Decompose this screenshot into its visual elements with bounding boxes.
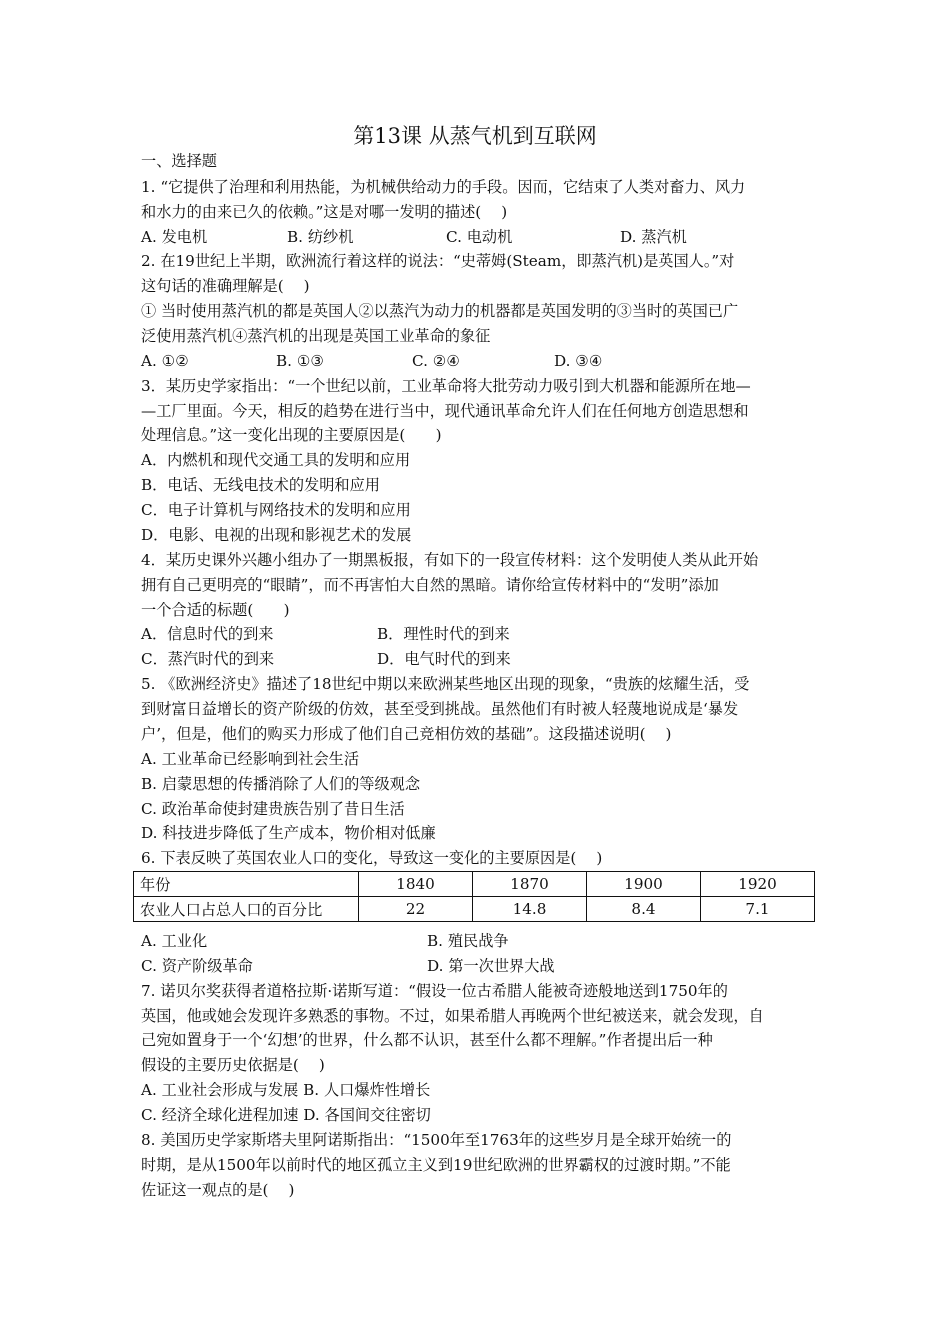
q1-option-c: C. 电动机 — [446, 228, 513, 246]
table-row — [134, 897, 815, 922]
q5-option-a: A. 工业革命已经影响到社会生活 — [141, 750, 360, 768]
q7-stem-line-3: 己宛如置身于一个‘幻想’的世界，什么都不认识，甚至什么都不理解。”作者提出后一种 — [141, 1031, 713, 1049]
q4-stem-line-2: 拥有自己更明亮的“眼睛”，而不再害怕大自然的黑暗。请你给宣传材料中的“发明”添加 — [141, 576, 719, 594]
q8-stem-line-1: 8. 美国历史学家斯塔夫里阿诺斯指出：“1500年至1763年的这些岁月是全球开始统一的 — [141, 1131, 732, 1149]
q7-options-ab: A. 工业社会形成与发展 B. 人口爆炸性增长 — [141, 1081, 431, 1099]
q1-option-a: A. 发电机 — [141, 228, 208, 246]
table-cell: 1920 — [701, 872, 815, 897]
q4-option-d: D．电气时代的到来 — [377, 650, 511, 668]
q4-stem-line-3: 一个合适的标题( ) — [141, 601, 290, 619]
q3-stem-line-1: 3．某历史学家指出：“一个世纪以前，工业革命将大批劳动力吸引到大机器和能源所在地— — [141, 377, 751, 395]
q2-stem-line-2: 这句话的准确理解是( ) — [141, 277, 310, 295]
q4-option-c: C．蒸汽时代的到来 — [141, 650, 275, 668]
q3-option-d: D．电影、电视的出现和影视艺术的发展 — [141, 526, 412, 544]
q2-option-a: A. ①② — [141, 352, 189, 370]
q2-stem-line-1: 2. 在19世纪上半期，欧洲流行着这样的说法：“史蒂姆(Steam，即蒸汽机)是英国人。”对 — [141, 252, 735, 270]
page-title: 第13课 从蒸气机到互联网 — [353, 124, 597, 148]
q1-option-d: D. 蒸汽机 — [620, 228, 687, 246]
q2-option-c: C. ②④ — [412, 352, 460, 370]
q5-stem-line-2: 到财富日益增长的资产阶级的仿效，甚至受到挑战。虽然他们有时被人轻蔑地说成是‘暴发 — [141, 700, 739, 718]
table-cell: 1870 — [473, 872, 587, 897]
q8-stem-line-3: 佐证这一观点的是( ) — [141, 1181, 295, 1199]
q5-option-c: C. 政治革命使封建贵族告别了昔日生活 — [141, 800, 405, 818]
q3-option-b: B．电话、无线电技术的发明和应用 — [141, 476, 380, 494]
population-table — [133, 871, 815, 922]
q4-stem-line-1: 4．某历史课外兴趣小组办了一期黑板报，有如下的一段宣传材料：这个发明使人类从此开始 — [141, 551, 759, 569]
q3-option-c: C．电子计算机与网络技术的发明和应用 — [141, 501, 411, 519]
q6-stem: 6. 下表反映了英国农业人口的变化，导致这一变化的主要原因是( ) — [141, 849, 603, 867]
q2-option-b: B. ①③ — [276, 352, 325, 370]
q1-option-b: B. 纺纱机 — [287, 228, 354, 246]
table-cell: 年份 — [134, 872, 359, 897]
table-cell: 1840 — [359, 872, 473, 897]
q2-statement-line-1: ① 当时使用蒸汽机的都是英国人②以蒸汽为动力的机器都是英国发明的③当时的英国已广 — [141, 302, 739, 320]
table-cell: 22 — [359, 897, 473, 922]
q6-option-b: B. 殖民战争 — [427, 932, 509, 950]
q6-option-a: A. 工业化 — [141, 932, 208, 950]
q7-options-cd: C. 经济全球化进程加速 D. 各国间交往密切 — [141, 1106, 431, 1124]
table-row — [134, 872, 815, 897]
q8-stem-line-2: 时期，是从1500年以前时代的地区孤立主义到19世纪欧洲的世界霸权的过渡时期。”不能 — [141, 1156, 731, 1174]
q3-stem-line-3: 处理信息。”这一变化出现的主要原因是( ) — [141, 426, 442, 444]
q4-option-b: B．理性时代的到来 — [377, 625, 510, 643]
q1-stem-line-2: 和水力的由来已久的依赖。”这是对哪一发明的描述( ) — [141, 203, 508, 221]
q7-stem-line-1: 7. 诺贝尔奖获得者道格拉斯·诺斯写道：“假设一位古希腊人能被奇迹般地送到1750年的 — [141, 982, 728, 1000]
q7-stem-line-4: 假设的主要历史依据是( ) — [141, 1056, 325, 1074]
q5-option-d: D. 科技进步降低了生产成本，物价相对低廉 — [141, 824, 436, 842]
table-cell: 7.1 — [701, 897, 815, 922]
q7-stem-line-2: 英国，他或她会发现许多熟悉的事物。不过，如果希腊人再晚两个世纪被送来，就会发现，自 — [141, 1007, 764, 1025]
q3-option-a: A．内燃机和现代交通工具的发明和应用 — [141, 451, 411, 469]
q2-option-d: D. ③④ — [554, 352, 603, 370]
table-cell: 8.4 — [587, 897, 701, 922]
q6-option-d: D. 第一次世界大战 — [427, 957, 555, 975]
table-cell: 14.8 — [473, 897, 587, 922]
q3-stem-line-2: —工厂里面。今天，相反的趋势在进行当中，现代通讯革命允许人们在任何地方创造思想和 — [141, 402, 749, 420]
q5-option-b: B. 启蒙思想的传播消除了人们的等级观念 — [141, 775, 421, 793]
table-cell: 1900 — [587, 872, 701, 897]
q1-stem-line-1: 1. “它提供了治理和利用热能，为机械供给动力的手段。因而，它结束了人类对畜力、风力 — [141, 178, 746, 196]
q5-stem-line-1: 5. 《欧洲经济史》描述了18世纪中期以来欧洲某些地区出现的现象，“贵族的炫耀生活，受 — [141, 675, 750, 693]
section-heading: 一、选择题 — [141, 152, 217, 170]
table-cell: 农业人口占总人口的百分比 — [134, 897, 359, 922]
q2-statement-line-2: 泛使用蒸汽机④蒸汽机的出现是英国工业革命的象征 — [141, 327, 491, 345]
q5-stem-line-3: 户’，但是，他们的购买力形成了他们自己竞相仿效的基础”。这段描述说明( ) — [141, 725, 672, 743]
q4-option-a: A．信息时代的到来 — [141, 625, 274, 643]
q6-option-c: C. 资产阶级革命 — [141, 957, 253, 975]
